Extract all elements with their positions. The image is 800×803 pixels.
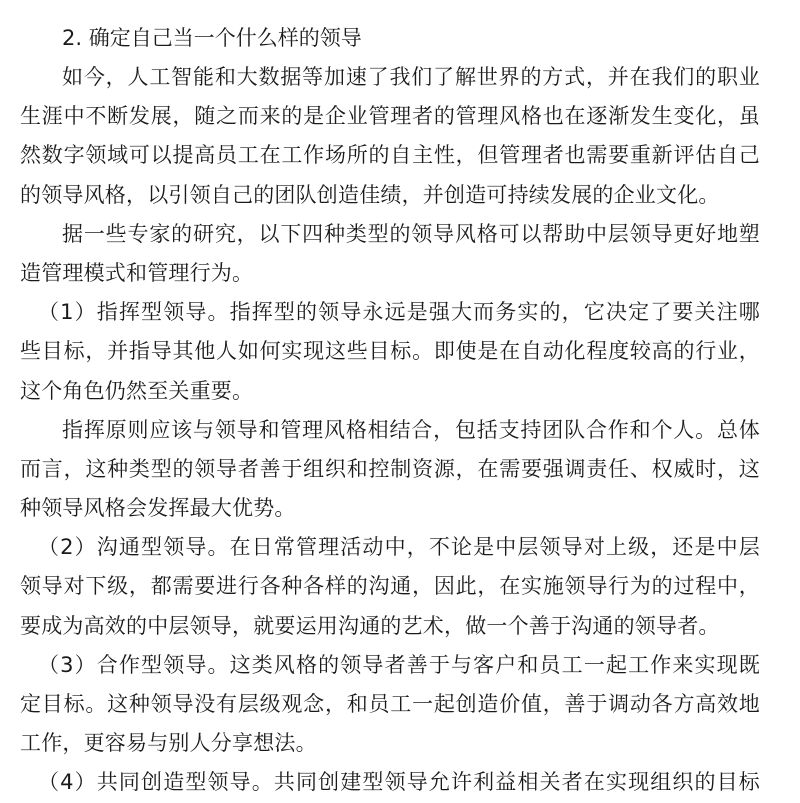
- paragraph-line: 据一些专家的研究，以下四种类型的领导风格可以帮助中层领导更好地塑: [62, 221, 760, 246]
- paragraph-line: 领导对下级，都需要进行各种各样的沟通，因此，在实施领导行为的过程中，: [20, 574, 760, 599]
- paragraph-line: 些目标，并指导其他人如何实现这些目标。即使是在自动化程度较高的行业，: [20, 339, 760, 364]
- paragraph-line: 工作，更容易与别人分享想法。: [20, 731, 317, 756]
- paragraph-line: 的领导风格，以引领自己的团队创造佳绩，并创造可持续发展的企业文化。: [20, 182, 720, 207]
- paragraph-line: 然数字领域可以提高员工在工作场所的自主性，但管理者也需要重新评估自己: [20, 143, 760, 168]
- paragraph-line: （4）共同创造型领导。共同创建型领导允许利益相关者在实现组织的目标: [38, 770, 760, 795]
- paragraph-line: 如今，人工智能和大数据等加速了我们了解世界的方式，并在我们的职业: [62, 65, 760, 89]
- section-heading: 2. 确定自己当一个什么样的领导: [62, 26, 362, 50]
- paragraph-line: （3）合作型领导。这类风格的领导者善于与客户和员工一起工作来实现既: [38, 652, 760, 677]
- paragraph-line: 种领导风格会发挥最大优势。: [20, 496, 296, 521]
- paragraph-line: 这个角色仍然至关重要。: [20, 378, 254, 403]
- paragraph-line: 指挥原则应该与领导和管理风格相结合，包括支持团队合作和个人。总体: [62, 417, 760, 442]
- paragraph-line: 生涯中不断发展，随之而来的是企业管理者的管理风格也在逐渐发生变化，虽: [20, 104, 760, 129]
- paragraph-line: 造管理模式和管理行为。: [20, 260, 254, 285]
- paragraph-line: 而言，这种类型的领导者善于组织和控制资源，在需要强调责任、权威时，这: [20, 456, 760, 481]
- paragraph-line: 定目标。这种领导没有层级观念，和员工一起创造价值，善于调动各方高效地: [20, 692, 760, 716]
- paragraph-line: （1）指挥型领导。指挥型的领导永远是强大而务实的，它决定了要关注哪: [38, 300, 760, 325]
- document-page: [20, 18, 760, 803]
- paragraph-line: 要成为高效的中层领导，就要运用沟通的艺术，做一个善于沟通的领导者。: [20, 613, 720, 638]
- paragraph-line: （2）沟通型领导。在日常管理活动中，不论是中层领导对上级，还是中层: [38, 535, 760, 560]
